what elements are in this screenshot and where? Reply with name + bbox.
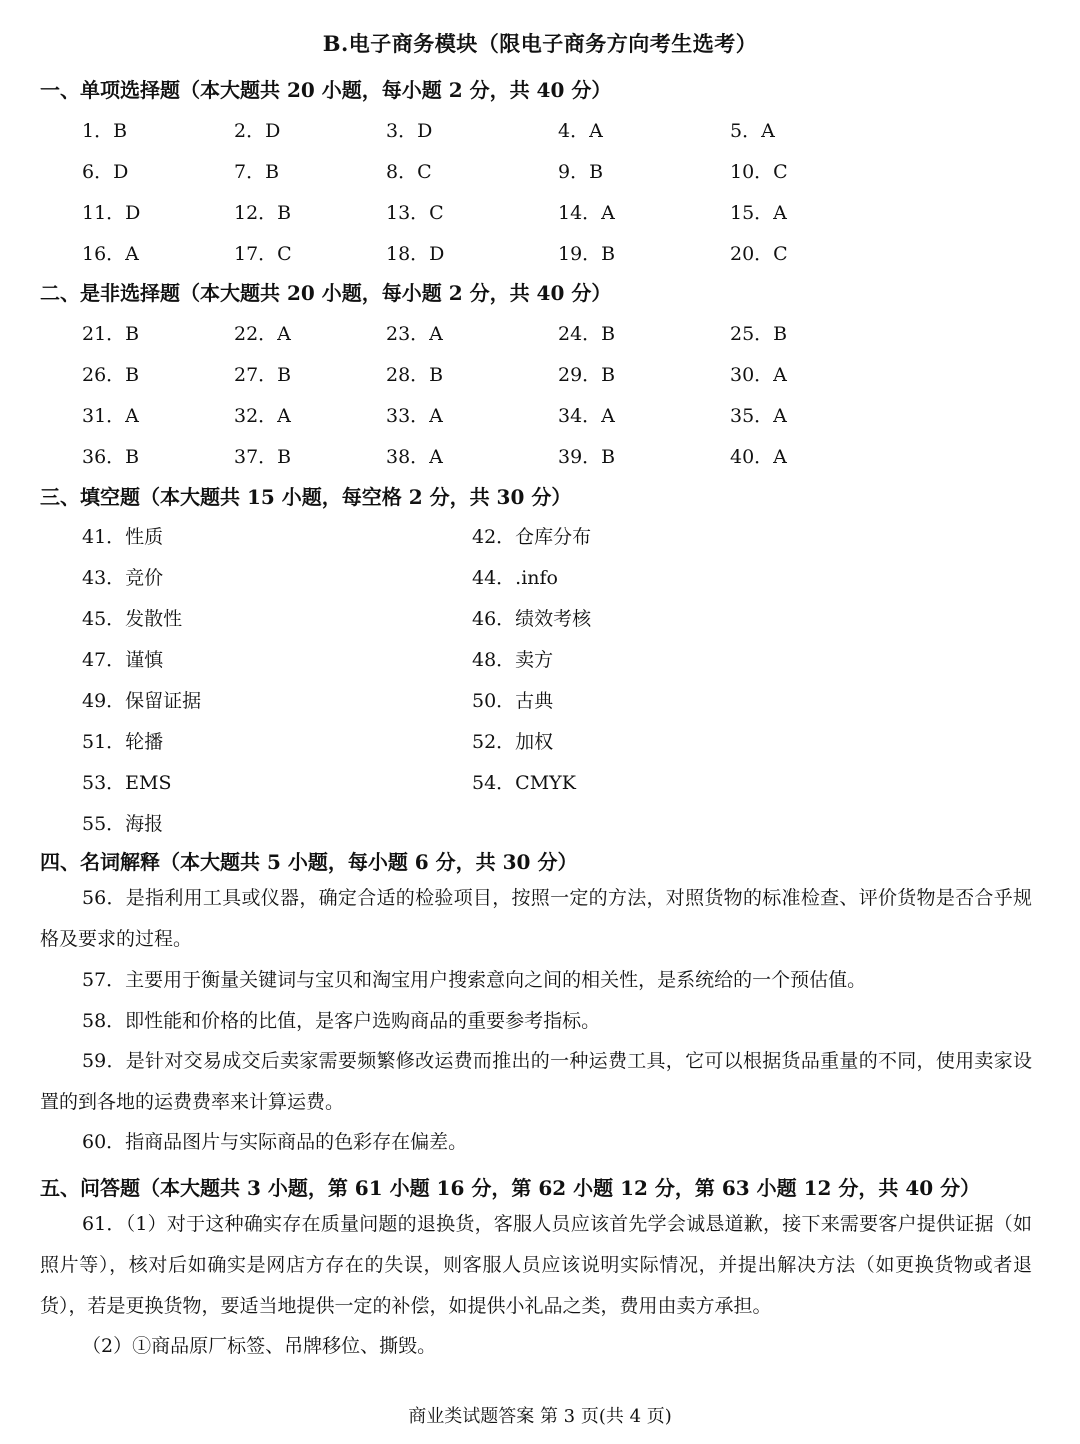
definition-58: 58．即性能和价格的比值，是客户选购商品的重要参考指标。 — [82, 1010, 601, 1032]
answer-item: 47．谨慎 — [82, 649, 164, 671]
answer-item: 36．B — [82, 446, 140, 468]
answer-row — [82, 401, 1042, 442]
answer-item: 25．B — [730, 323, 788, 345]
answer-item: 30．A — [730, 364, 787, 386]
answer-item: 6．D — [82, 161, 129, 183]
answer-item: 32．A — [234, 405, 291, 427]
section-4-heading: 四、名词解释（本大题共 5 小题，每小题 6 分，共 30 分） — [40, 850, 578, 874]
answer-item: 17．C — [234, 243, 292, 265]
answer-item: 42．仓库分布 — [472, 526, 592, 548]
answer-item: 23．A — [386, 323, 443, 345]
section-2-heading: 二、是非选择题（本大题共 20 小题，每小题 2 分，共 40 分） — [40, 281, 612, 305]
answer-item: 28．B — [386, 364, 444, 386]
answer-item: 34．A — [558, 405, 615, 427]
answer-item: 38．A — [386, 446, 443, 468]
answer-item: 31．A — [82, 405, 139, 427]
answer-item: 13．C — [386, 202, 444, 224]
answer-row — [82, 604, 1042, 645]
answer-item: 19．B — [558, 243, 616, 265]
answer-row — [82, 563, 1042, 604]
answer-item: 14．A — [558, 202, 615, 224]
section-2-answers — [82, 319, 1042, 483]
answer-item: 41．性质 — [82, 526, 164, 548]
answer-item: 50．古典 — [472, 690, 554, 712]
answer-item: 45．发散性 — [82, 608, 183, 630]
answer-item: 2．D — [234, 120, 281, 142]
answer-item: 24．B — [558, 323, 616, 345]
answer-item: 20．C — [730, 243, 788, 265]
page-title: B.电子商务模块（限电子商务方向考生选考） — [322, 31, 758, 56]
answer-61-part-1: 61．（1）对于这种确实存在质量问题的退换货，客服人员应该首先学会诚恳道歉，接下来需要客户提供证据（如照片等），核对后如确实是网店方存在的失误，则客服人员应该说明实际情况，并提出解决方法（如更换货物或者退货），若是更换货物，要适当地提供一定的补偿，如提供小礼品之类，费用由卖方承担。 — [40, 1213, 1032, 1317]
answer-row — [82, 319, 1042, 360]
answer-row — [82, 809, 1042, 850]
answer-item: 4．A — [558, 120, 603, 142]
answer-row — [82, 727, 1042, 768]
answer-item: 5．A — [730, 120, 775, 142]
answer-item: 27．B — [234, 364, 292, 386]
section-1-answers — [82, 116, 1042, 280]
answer-item: 9．B — [558, 161, 604, 183]
answer-item: 15．A — [730, 202, 787, 224]
section-5-heading: 五、问答题（本大题共 3 小题，第 61 小题 16 分，第 62 小题 12 分，第 63 小题 12 分，共 40 分） — [40, 1176, 981, 1200]
answer-item: 40．A — [730, 446, 787, 468]
answer-item: 44．.info — [472, 567, 559, 589]
answer-row — [82, 360, 1042, 401]
answer-item: 8．C — [386, 161, 432, 183]
answer-row — [82, 686, 1042, 727]
definition-57: 57．主要用于衡量关键词与宝贝和淘宝用户搜索意向之间的相关性，是系统给的一个预估值。 — [82, 969, 867, 991]
answer-row — [82, 522, 1042, 563]
answer-item: 16．A — [82, 243, 139, 265]
definition-56: 56．是指利用工具或仪器，确定合适的检验项目，按照一定的方法，对照货物的标准检查、评价货物是否合乎规格及要求的过程。 — [40, 887, 1032, 950]
answer-item: 55．海报 — [82, 813, 164, 835]
answer-61-part-2: （2）①商品原厂标签、吊牌移位、撕毁。 — [82, 1335, 437, 1357]
answer-item: 11．D — [82, 202, 141, 224]
section-3-answers — [82, 522, 1042, 850]
answer-row — [82, 645, 1042, 686]
answer-item: 35．A — [730, 405, 787, 427]
answer-item: 46．绩效考核 — [472, 608, 592, 630]
answer-item: 7．B — [234, 161, 280, 183]
answer-row — [82, 157, 1042, 198]
answer-item: 51．轮播 — [82, 731, 164, 753]
answer-item: 48．卖方 — [472, 649, 554, 671]
answer-item: 18．D — [386, 243, 445, 265]
page-footer: 商业类试题答案 第 3 页(共 4 页) — [408, 1406, 672, 1427]
answer-item: 22．A — [234, 323, 291, 345]
answer-row — [82, 116, 1042, 157]
answer-item: 33．A — [386, 405, 443, 427]
answer-item: 54．CMYK — [472, 772, 576, 794]
answer-item: 12．B — [234, 202, 292, 224]
answer-row — [82, 198, 1042, 239]
answer-item: 37．B — [234, 446, 292, 468]
definition-59: 59．是针对交易成交后卖家需要频繁修改运费而推出的一种运费工具，它可以根据货品重量的不同，使用卖家设置的到各地的运费费率来计算运费。 — [40, 1050, 1032, 1113]
answer-row — [82, 239, 1042, 280]
answer-item: 49．保留证据 — [82, 690, 202, 712]
answer-item: 43．竞价 — [82, 567, 164, 589]
answer-item: 26．B — [82, 364, 140, 386]
answer-row — [82, 768, 1042, 809]
section-3-heading: 三、填空题（本大题共 15 小题，每空格 2 分，共 30 分） — [40, 485, 572, 509]
answer-item: 53．EMS — [82, 772, 172, 794]
answer-item: 3．D — [386, 120, 433, 142]
answer-item: 21．B — [82, 323, 140, 345]
answer-item: 52．加权 — [472, 731, 554, 753]
answer-item: 29．B — [558, 364, 616, 386]
definition-60: 60．指商品图片与实际商品的色彩存在偏差。 — [82, 1131, 468, 1153]
answer-row — [82, 442, 1042, 483]
section-1-heading: 一、单项选择题（本大题共 20 小题，每小题 2 分，共 40 分） — [40, 78, 612, 102]
answer-item: 10．C — [730, 161, 788, 183]
answer-item: 1．B — [82, 120, 128, 142]
answer-item: 39．B — [558, 446, 616, 468]
